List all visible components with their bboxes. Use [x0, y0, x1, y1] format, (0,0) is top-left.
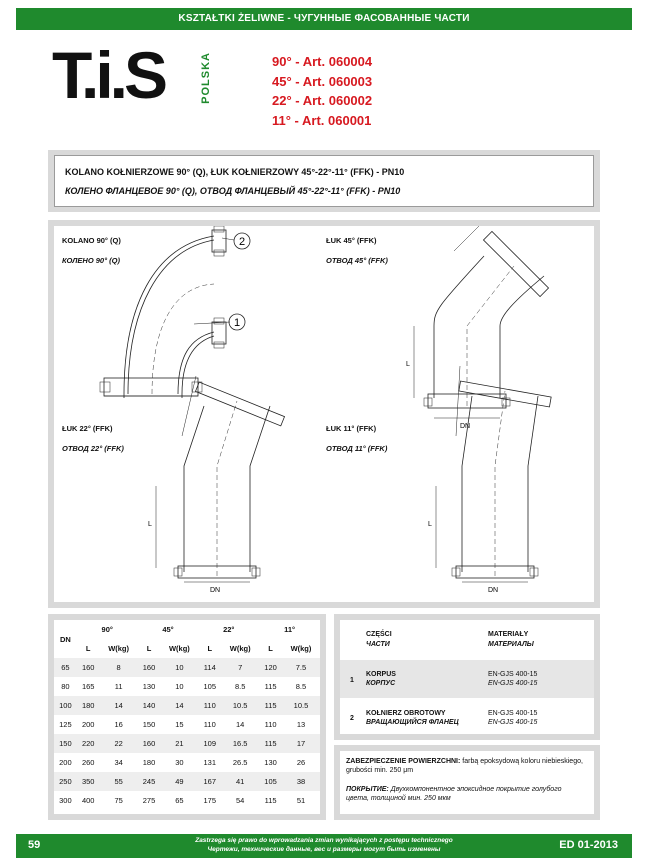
table-cell: 21: [160, 734, 198, 753]
table-cell: 200: [59, 758, 72, 767]
tis-logo: [52, 38, 212, 116]
mat-h-mat-ru: МАТЕРИАЛЫ: [488, 641, 534, 648]
table-cell: 15: [175, 720, 184, 729]
header-title: KSZTAŁTKI ŻELIWNE - ЧУГУННЫЕ ФАСОВАННЫЕ ЧАСТИ: [178, 13, 470, 24]
th-w: W(kg): [168, 643, 190, 653]
table-cell: 125: [59, 720, 72, 729]
footer-note-ru: Чертежи, технические данные, вес и размеры могут быть изменены: [207, 846, 441, 853]
table-row: [54, 734, 320, 753]
table-cell: 350: [77, 772, 100, 791]
mat-row-2-n: 2: [350, 715, 354, 722]
table-row: [54, 658, 320, 677]
dim-l-11: L: [428, 521, 432, 528]
table-cell: 51: [296, 796, 306, 805]
table-cell: 245: [138, 772, 161, 791]
label-22-pl: ŁUK 22° (FFK): [62, 424, 113, 433]
dim-dn-22: DN: [210, 587, 221, 594]
table-cell: 14: [160, 696, 198, 715]
table-row: [54, 791, 320, 810]
table-row: [54, 772, 320, 791]
label-45-pl: ŁUK 45° (FFK): [326, 236, 377, 245]
mat-row-2-ru: ВРАЩАЮЩИЙСЯ ФЛАНЕЦ: [366, 719, 459, 726]
th-45: 45°: [162, 624, 174, 634]
mat-row-2-m2: EN-GJS 400-15: [488, 719, 538, 726]
table-cell: 109: [198, 734, 221, 753]
table-cell: 10.5: [221, 696, 259, 715]
table-cell: 100: [54, 696, 77, 715]
th-l: L: [207, 643, 213, 653]
table-cell: 55: [100, 772, 138, 791]
table-cell: 26.5: [232, 758, 248, 767]
mat-row-1-pl: KORPUS: [366, 671, 396, 678]
th-w: W(kg): [108, 643, 130, 653]
label-11-ru: ОТВОД 11° (FFK): [326, 444, 388, 453]
mat-row-1-n: 1: [350, 677, 354, 684]
table-cell: 200: [81, 720, 95, 729]
label-11-pl: ŁUK 11° (FFK): [326, 424, 377, 433]
table-cell: 120: [259, 658, 282, 677]
header-bar: [16, 8, 632, 30]
table-cell: 115: [259, 734, 282, 753]
table-cell: 150: [142, 720, 156, 729]
article-45: 45° - Art. 060003: [272, 73, 373, 89]
logo-side: POLSKA: [200, 52, 212, 104]
table-cell: 14: [236, 720, 245, 729]
table-cell: 8.5: [234, 682, 246, 691]
table-cell: 175: [203, 796, 217, 805]
protection-box: [340, 751, 594, 814]
th-l: L: [146, 643, 152, 653]
th-90: 90°: [101, 624, 113, 634]
table-cell: 34: [114, 758, 123, 767]
article-90: 90° - Art. 060004: [272, 54, 373, 69]
table-row: [54, 696, 320, 715]
table-cell: 140: [138, 696, 161, 715]
table-cell: 165: [81, 682, 95, 691]
logo-main: T.i.S: [52, 38, 165, 112]
dim-dn-11: DN: [488, 587, 499, 594]
protection-pl-text: farbą epoksydową koloru niebieskiego, grubości min. 250 μm: [346, 758, 583, 774]
protection-ru: [346, 785, 586, 803]
th-l: L: [268, 643, 273, 653]
table-cell: 180: [142, 758, 156, 767]
table-cell: 114: [198, 658, 221, 677]
table-cell: 115: [259, 696, 282, 715]
table-cell: 10.5: [282, 696, 320, 715]
table-cell: 110: [198, 696, 221, 715]
table-cell: 54: [236, 796, 245, 805]
dims-table: [54, 620, 320, 810]
th-l: L: [85, 643, 91, 653]
drawing-bend-11: [54, 226, 594, 602]
protection-ru-text: Двухкомпонентное эпоксидное покрытие голубого цвета, толщиной мин. 250 мкм: [346, 786, 562, 802]
table-cell: 17: [282, 734, 320, 753]
mat-h-parts-pl: CZĘŚCI: [366, 631, 392, 638]
th-w: W(kg): [290, 643, 312, 653]
table-cell: 8.5: [295, 682, 307, 691]
mat-h-parts-ru: ЧАСТИ: [366, 641, 390, 648]
dim-l-45: L: [406, 361, 410, 368]
protection-ru-head: ПОКРЫТИЕ:: [346, 786, 389, 793]
table-cell: 400: [81, 796, 95, 805]
dim-l-22: L: [148, 521, 152, 528]
mat-row-1-m2: EN-GJS 400-15: [488, 680, 538, 687]
th-dn: DN: [59, 634, 71, 644]
footer-bar: [16, 834, 632, 858]
table-cell: 110: [203, 720, 216, 729]
article-list: [272, 52, 372, 130]
dim-dn-45: DN: [460, 423, 471, 430]
table-cell: 16.5: [221, 734, 259, 753]
table-cell: 275: [142, 796, 156, 805]
table-cell: 115: [264, 796, 277, 805]
footer-note: [16, 836, 632, 854]
table-cell: 105: [259, 772, 282, 791]
table-cell: 16: [114, 720, 123, 729]
table-row: [54, 677, 320, 696]
protection-pl: [346, 757, 586, 775]
table-cell: 10: [175, 682, 184, 691]
label-90-pl: KOLANO 90° (Q): [62, 236, 121, 245]
th-w: W(kg): [229, 643, 251, 653]
table-cell: 22: [100, 734, 138, 753]
mat-row-1-m1: EN-GJS 400-15: [488, 671, 538, 678]
callout-2: 2: [238, 236, 246, 248]
table-cell: 65: [54, 658, 77, 677]
table-cell: 75: [114, 796, 123, 805]
table-cell: 80: [61, 682, 70, 691]
article-11: 11° - Art. 060001: [272, 112, 372, 128]
table-cell: 300: [59, 796, 72, 805]
table-row: [54, 753, 320, 772]
table-cell: 10: [160, 658, 198, 677]
table-cell: 7.5: [282, 658, 320, 677]
mat-row-2-m1: EN-GJS 400-15: [488, 710, 538, 717]
table-cell: 115: [264, 682, 277, 691]
table-cell: 38: [282, 772, 320, 791]
footer-note-pl: Zastrzega się prawo do wprowadzania zmian wynikających z postępu technicznego: [195, 837, 453, 844]
table-cell: 49: [160, 772, 198, 791]
label-22-ru: ОТВОД 22° (FFK): [62, 444, 124, 453]
mat-row-1-bg: [340, 660, 594, 698]
table-cell: 14: [100, 696, 138, 715]
table-cell: 167: [198, 772, 221, 791]
table-cell: 150: [54, 734, 77, 753]
table-cell: 11: [114, 682, 123, 691]
th-22: 22°: [223, 624, 235, 634]
table-cell: 30: [175, 758, 184, 767]
table-cell: 26: [296, 758, 306, 767]
table-cell: 260: [81, 758, 95, 767]
table-cell: 110: [264, 720, 277, 729]
table-cell: 41: [221, 772, 259, 791]
callout-1: 1: [233, 317, 241, 329]
edition: ED 01-2013: [559, 839, 618, 851]
table-cell: 13: [296, 720, 306, 729]
table-cell: 130: [264, 758, 277, 767]
th-11: 11°: [284, 624, 296, 634]
table-cell: 250: [54, 772, 77, 791]
title-ru: КОЛЕНО ФЛАНЦЕВОЕ 90° (Q), ОТВОД ФЛАНЦЕВЫЙ 45°-22°-11° (FFK) - PN10: [65, 186, 401, 196]
page-number: 59: [28, 839, 41, 851]
table-cell: 220: [77, 734, 100, 753]
table-cell: 7: [221, 658, 259, 677]
mat-row-2-pl: KOŁNIERZ OBROTOWY: [366, 710, 446, 717]
label-45-ru: ОТВОД 45° (FFK): [326, 256, 388, 265]
protection-pl-head: ZABEZPIECZENIE POWIERZCHNI:: [346, 758, 461, 765]
table-cell: 105: [203, 682, 217, 691]
label-90-ru: КОЛЕНО 90° (Q): [62, 256, 120, 265]
title-box: [54, 155, 594, 207]
table-row: [54, 715, 320, 734]
mat-row-1-ru: КОРПУС: [366, 680, 396, 687]
title-pl: KOLANO KOŁNIERZOWE 90° (Q), ŁUK KOŁNIERZOWY 45°-22°-11° (FFK) - PN10: [65, 167, 405, 177]
table-cell: 65: [175, 796, 184, 805]
table-cell: 130: [142, 682, 156, 691]
mat-h-mat-pl: MATERIAŁY: [488, 631, 529, 638]
table-cell: 160: [77, 658, 100, 677]
table-cell: 160: [138, 734, 161, 753]
article-22: 22° - Art. 060002: [272, 93, 373, 108]
table-cell: 131: [203, 758, 217, 767]
table-cell: 8: [100, 658, 138, 677]
table-cell: 180: [77, 696, 100, 715]
table-cell: 160: [138, 658, 161, 677]
